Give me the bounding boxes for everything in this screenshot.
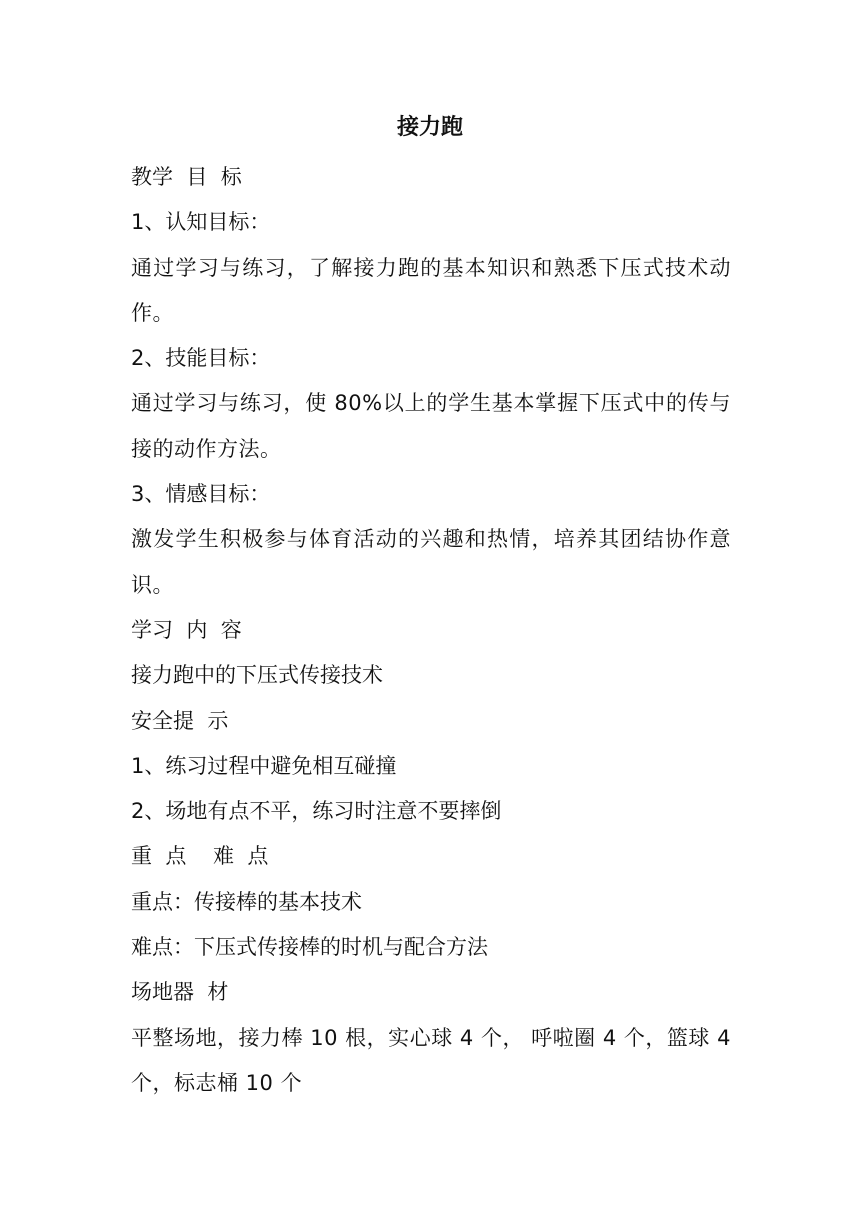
goal-heading-skill: 2、技能目标：	[131, 346, 271, 371]
section-heading-safety: 安全提 示	[131, 708, 229, 733]
document-title: 接力跑	[396, 115, 463, 140]
equipment-text: 平整场地，接力棒 10 根，实心球 4 个， 呼啦圈 4 个，篮球 4 个，标志桶 10 个	[131, 1025, 731, 1095]
section-heading-equipment: 场地器 材	[131, 980, 229, 1005]
document-body	[131, 155, 731, 1106]
goal-heading-affective: 3、情感目标：	[131, 482, 271, 507]
goal-text-skill: 通过学习与练习，使 80%以上的学生基本掌握下压式中的传与接的动作方法。	[131, 391, 731, 461]
goal-text-cognitive: 通过学习与练习，了解接力跑的基本知识和熟悉下压式技术动作。	[131, 255, 731, 325]
content-text: 接力跑中的下压式传接技术	[131, 663, 383, 688]
goal-text-affective: 激发学生积极参与体育活动的兴趣和热情，培养其团结协作意识。	[131, 527, 731, 597]
safety-item-1: 1、练习过程中避免相互碰撞	[131, 753, 397, 778]
section-heading-teaching-goals: 教学 目 标	[131, 165, 242, 189]
difficulty-text: 难点：下压式传接棒的时机与配合方法	[131, 935, 488, 960]
key-point-text: 重点：传接棒的基本技术	[131, 889, 362, 914]
section-heading-key-points: 重 点 难 点	[131, 844, 269, 869]
section-heading-content: 学习 内 容	[131, 617, 242, 642]
safety-item-2: 2、场地有点不平，练习时注意不要摔倒	[131, 799, 502, 824]
goal-heading-cognitive: 1、认知目标：	[131, 210, 271, 235]
